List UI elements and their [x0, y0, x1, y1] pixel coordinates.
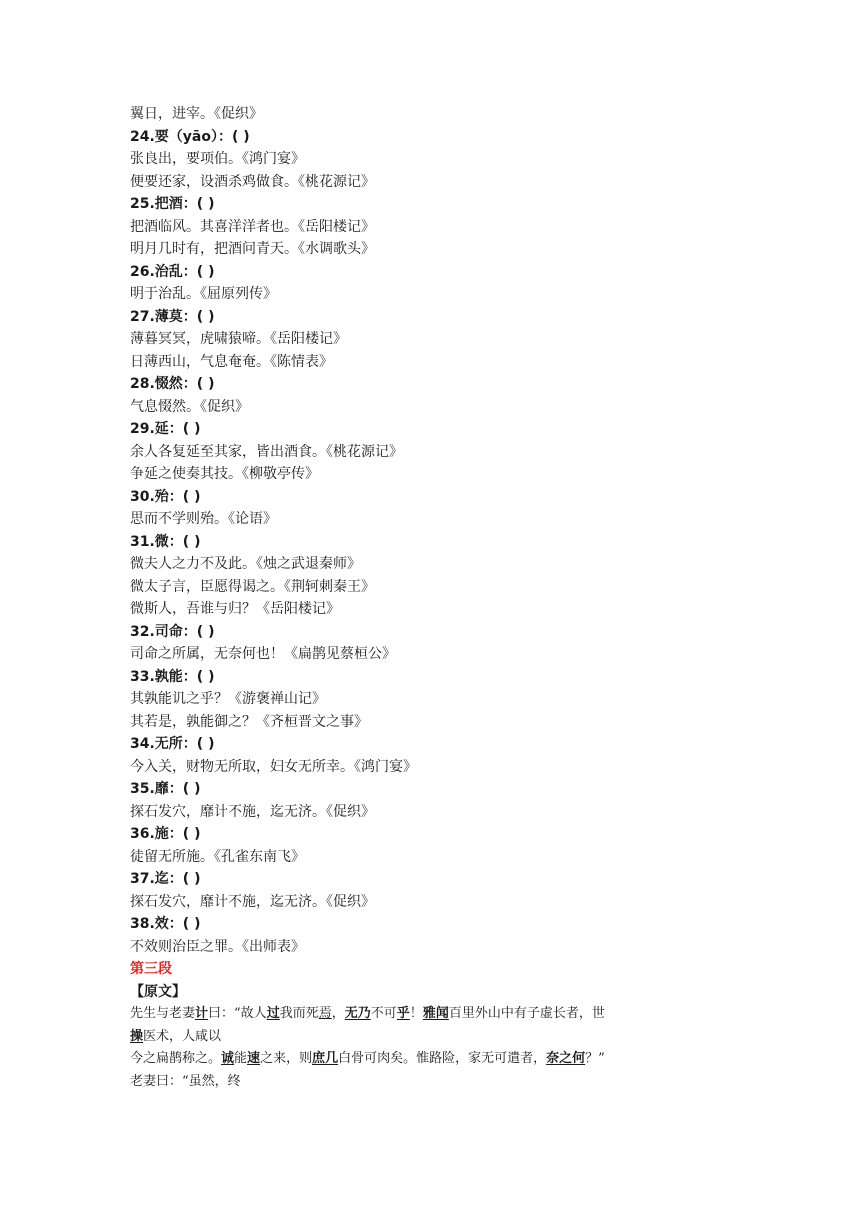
document-page — [130, 103, 740, 1093]
vocabulary-heading: 32.司命：( ) — [130, 623, 215, 640]
passage-text: 老妻曰：“虽然，终 — [130, 1073, 241, 1089]
passage-text: 今之扁鹊称之。 — [130, 1051, 222, 1066]
vocabulary-heading: 24.要（yāo）：( ) — [130, 128, 250, 145]
passage-text: ？” — [585, 1051, 605, 1066]
passage-text: 医术，人咸以 — [143, 1028, 222, 1044]
example-sentence: 思而不学则殆。《论语》 — [130, 511, 277, 527]
vocabulary-heading: 34.无所：( ) — [130, 736, 215, 752]
highlighted-word: 雅闻 — [422, 1006, 449, 1021]
highlighted-word: 诚 — [221, 1051, 235, 1066]
example-sentence: 翼日，进宰。《促织》 — [130, 106, 263, 122]
passage-text: 之来，则 — [260, 1051, 313, 1066]
passage-line — [130, 1003, 740, 1026]
vocabulary-heading: 29.延：( ) — [130, 421, 201, 437]
original-text-passage — [130, 1003, 740, 1093]
example-sentence: 张良出，要项伯。《鸿门宴》 — [130, 151, 305, 167]
passage-line — [130, 1071, 740, 1094]
example-sentence: 微夫人之力不及此。《烛之武退秦师》 — [130, 556, 361, 572]
vocabulary-heading: 26.治乱：( ) — [130, 263, 215, 280]
highlighted-word: 速 — [247, 1051, 261, 1066]
vocabulary-heading: 30.殆：( ) — [130, 488, 201, 505]
example-sentence: 明月几时有，把酒问青天。《水调歌头》 — [130, 241, 375, 257]
passage-text: ， — [331, 1006, 345, 1021]
example-sentence: 司命之所属，无奈何也！《扁鹊见蔡桓公》 — [130, 646, 396, 662]
example-sentence: 气息惙然。《促织》 — [130, 398, 249, 415]
example-sentence: 争延之使奏其技。《柳敬亭传》 — [130, 466, 319, 482]
passage-text: 百里外山中有子虚长者，世 — [448, 1006, 605, 1021]
highlighted-word: 过 — [266, 1006, 280, 1021]
passage-text: 我而死 — [279, 1006, 319, 1021]
passage-text: 先生与老妻 — [130, 1006, 196, 1021]
example-sentence: 其孰能讥之乎？《游褒禅山记》 — [130, 691, 326, 707]
vocabulary-heading: 37.迄：( ) — [130, 871, 201, 887]
example-sentence: 薄暮冥冥，虎啸猿啼。《岳阳楼记》 — [130, 331, 347, 347]
vocabulary-list — [130, 103, 740, 1003]
example-sentence: 微斯人，吾谁与归？《岳阳楼记》 — [130, 601, 340, 617]
example-sentence: 不效则治臣之罪。《出师表》 — [130, 938, 305, 955]
vocabulary-heading: 25.把酒：( ) — [130, 196, 215, 212]
vocabulary-heading: 35.靡：( ) — [130, 781, 201, 797]
original-text-label: 【原文】 — [130, 983, 186, 1000]
vocabulary-heading: 28.惙然：( ) — [130, 376, 215, 392]
example-sentence: 今入关，财物无所取，妇女无所幸。《鸿门宴》 — [130, 758, 417, 775]
vocabulary-heading: 33.孰能：( ) — [130, 668, 215, 685]
vocabulary-heading: 27.薄莫：( ) — [130, 308, 215, 325]
example-sentence: 明于治乱。《屈原列传》 — [130, 286, 277, 302]
passage-text: 不可 — [370, 1006, 397, 1021]
passage-text: ！ — [409, 1006, 423, 1021]
highlighted-word: 无乃 — [344, 1006, 371, 1021]
passage-line — [130, 1026, 740, 1049]
example-sentence: 徒留无所施。《孔雀东南飞》 — [130, 848, 305, 865]
vocabulary-heading: 38.效：( ) — [130, 916, 201, 932]
passage-text: 能 — [234, 1051, 248, 1066]
highlighted-word: 庶几 — [312, 1051, 339, 1066]
example-sentence: 余人各复延至其家，皆出酒食。《桃花源记》 — [130, 443, 403, 460]
example-sentence: 便要还家，设酒杀鸡做食。《桃花源记》 — [130, 173, 375, 190]
highlighted-word: 乎 — [396, 1006, 410, 1021]
highlighted-word: 奈之何 — [546, 1051, 586, 1066]
highlighted-word: 操 — [130, 1028, 144, 1044]
example-sentence: 其若是，孰能御之？《齐桓晋文之事》 — [130, 713, 368, 730]
example-sentence: 探石发穴，靡计不施，迄无济。《促织》 — [130, 893, 375, 910]
example-sentence: 微太子言，臣愿得谒之。《荆轲刺秦王》 — [130, 578, 375, 595]
example-sentence: 日薄西山，气息奄奄。《陈情表》 — [130, 353, 333, 370]
underlined-word: 焉 — [318, 1006, 332, 1021]
highlighted-word: 计 — [195, 1006, 209, 1021]
example-sentence: 把酒临风。其喜洋洋者也。《岳阳楼记》 — [130, 218, 375, 235]
example-sentence: 探石发穴，靡计不施，迄无济。《促织》 — [130, 803, 375, 820]
vocabulary-heading: 31.微：( ) — [130, 533, 201, 550]
passage-text: 曰：“故人 — [208, 1006, 267, 1021]
passage-text: 白骨可肉矣。惟路险，家无可遣者， — [338, 1051, 547, 1066]
passage-line — [130, 1048, 740, 1071]
section-heading: 第三段 — [130, 961, 172, 977]
vocabulary-heading: 36.施：( ) — [130, 826, 201, 842]
